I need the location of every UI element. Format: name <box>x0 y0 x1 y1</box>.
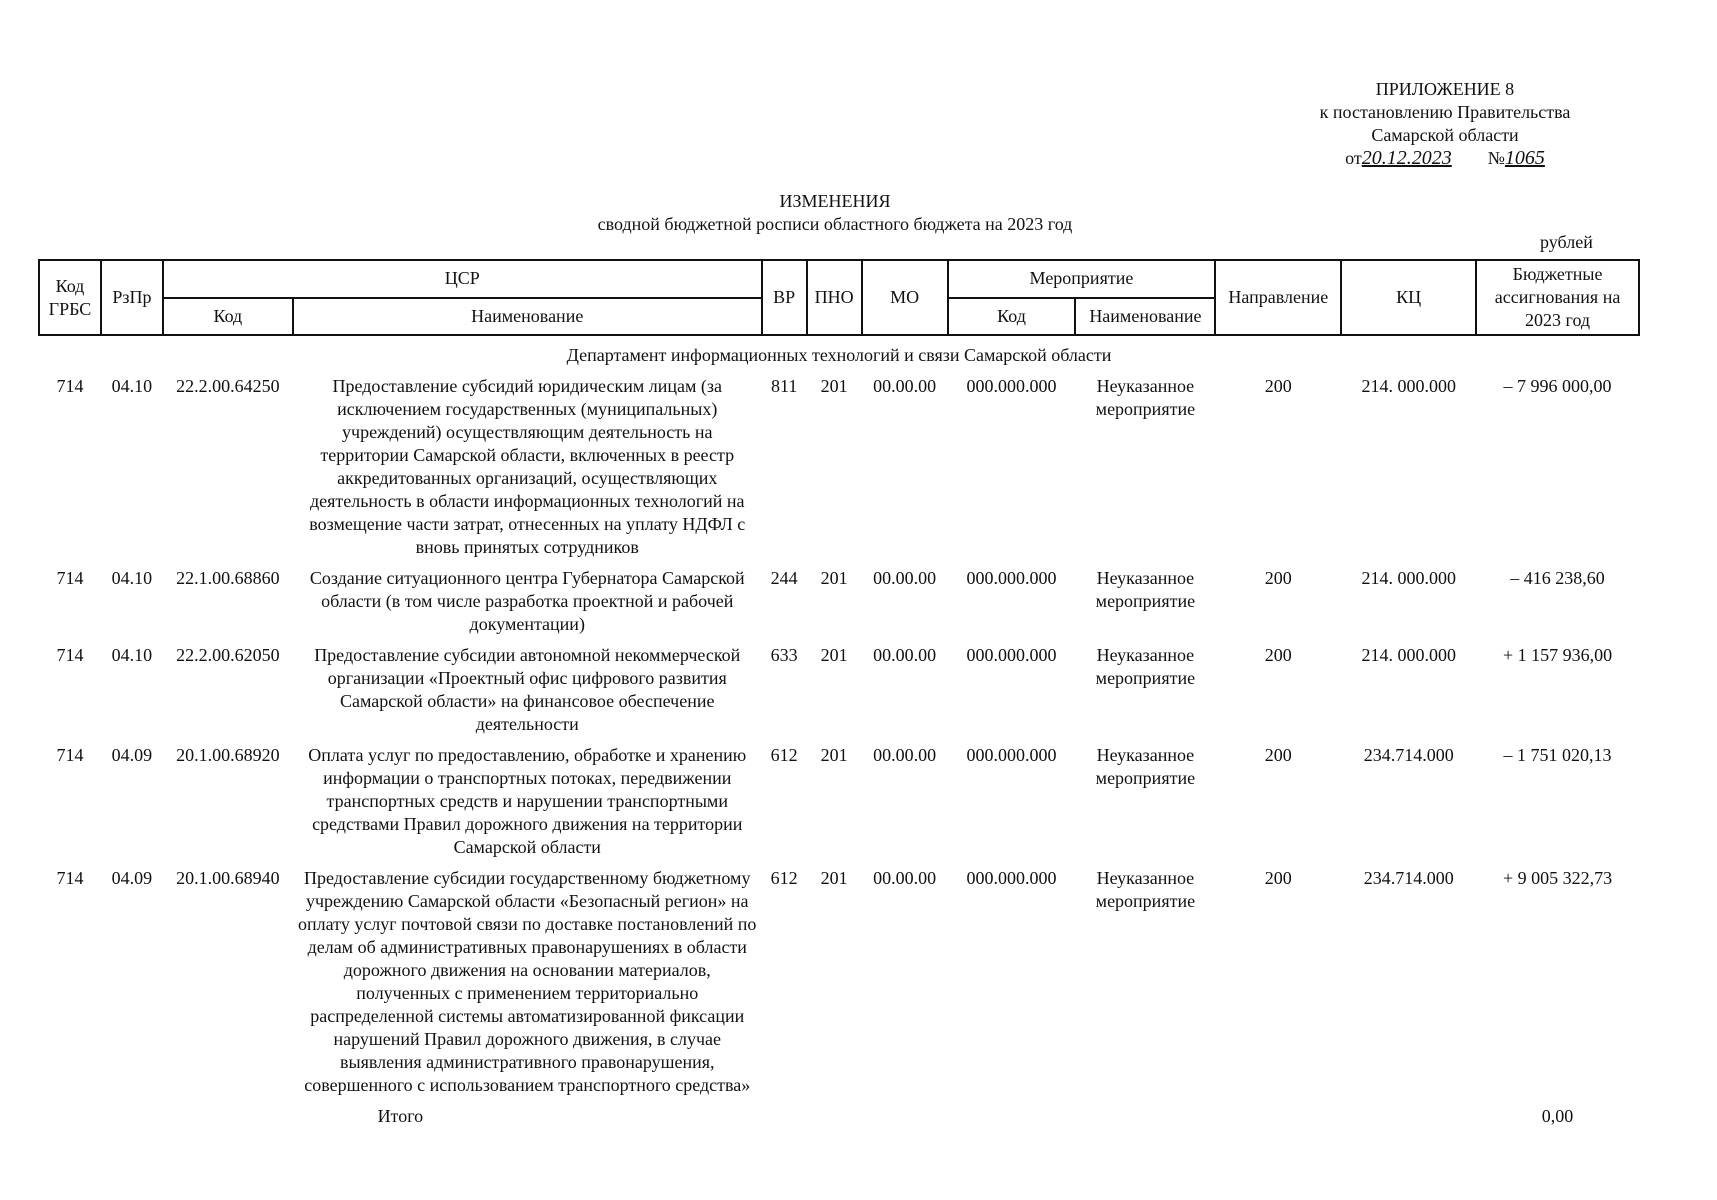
cell-rzpr: 04.09 <box>111 868 153 888</box>
cell-event-name: Неуказанное мероприятие <box>1095 376 1196 419</box>
table-row <box>39 559 1639 636</box>
cell-rzpr: 04.09 <box>111 745 153 765</box>
header-kc: КЦ <box>1341 260 1476 335</box>
header-mo: МО <box>862 260 948 335</box>
cell-vr: 244 <box>770 568 798 588</box>
cell-grbs: 714 <box>56 745 84 765</box>
cell-name: Предоставление субсидии автономной некоммерческой организации «Проектный офис цифрового развития Самарской области» на финансовое обеспечение деятельности <box>314 645 741 734</box>
header-direction: Направление <box>1215 260 1341 335</box>
total-label: Итого <box>377 1106 424 1126</box>
cell-mo: 00.00.00 <box>873 868 937 888</box>
header-csr: ЦСР <box>163 260 762 298</box>
cell-amount: + 1 157 936,00 <box>1502 645 1613 665</box>
header-event-code: Код <box>948 298 1076 336</box>
cell-amount: – 7 996 000,00 <box>1503 376 1612 396</box>
table-row <box>39 367 1639 559</box>
cell-grbs: 714 <box>56 645 84 665</box>
appendix-block <box>1280 78 1610 170</box>
cell-mo: 00.00.00 <box>873 376 937 396</box>
cell-mo: 00.00.00 <box>873 645 937 665</box>
appendix-title: ПРИЛОЖЕНИЕ 8 <box>1375 79 1515 99</box>
header-event-name: Наименование <box>1075 298 1215 336</box>
cell-amount: – 416 238,60 <box>1510 568 1605 588</box>
cell-name: Предоставление субсидий юридическим лицам (за исключением государственных (муниципальных) учреждений) осуществляющим деятельность на территории Самарской области, включенных в реестр аккредитованных организаций, осуществляющих деятельность в области информационных технологий на возмещение части затрат, отнесенных на уплату НДФЛ с вновь принятых сотрудников <box>309 376 746 557</box>
cell-code: 20.1.00.68920 <box>176 745 280 765</box>
appendix-date-line <box>1280 147 1610 170</box>
cell-name: Предоставление субсидии государственному бюджетному учреждению Самарской области «Безопасный регион» на оплату услуг почтовой связи по доставке постановлений по делам об административных правонарушениях в области дорожного движения на основании материалов, полученных с применением территориально распределенной системы автоматизированной фиксации нарушений Правил дорожного движения, в случае выявления административного правонарушения, совершенного с использованием транспортного средства» <box>298 868 757 1095</box>
header-csr-code: Код <box>163 298 293 336</box>
cell-direction: 200 <box>1264 868 1292 888</box>
cell-pno: 201 <box>820 745 848 765</box>
cell-direction: 200 <box>1264 745 1292 765</box>
header-event: Мероприятие <box>948 260 1216 298</box>
cell-name: Оплата услуг по предоставлению, обработке и хранению информации о транспортных потоках, передвижении транспортных средств и нарушении транспортными средствами Правил дорожного движения на территории Самарской области <box>308 745 747 857</box>
appendix-line1: к постановлению Правительства <box>1319 102 1571 122</box>
cell-mo: 00.00.00 <box>873 568 937 588</box>
cell-grbs: 714 <box>56 376 84 396</box>
cell-amount: – 1 751 020,13 <box>1503 745 1612 765</box>
header-budget: Бюджетные ассигнования на 2023 год <box>1476 260 1639 335</box>
cell-pno: 201 <box>820 868 848 888</box>
cell-event-code: 000.000.000 <box>966 568 1057 588</box>
header-rzpr: РзПр <box>101 260 163 335</box>
appendix-line2: Самарской области <box>1371 125 1519 145</box>
cell-rzpr: 04.10 <box>111 376 153 396</box>
document-title: ИЗМЕНЕНИЯ <box>779 191 891 211</box>
cell-rzpr: 04.10 <box>111 645 153 665</box>
cell-code: 22.2.00.64250 <box>176 376 280 396</box>
cell-code: 22.2.00.62050 <box>176 645 280 665</box>
cell-direction: 200 <box>1264 645 1292 665</box>
document-subtitle: сводной бюджетной росписи областного бюджета на 2023 год <box>597 214 1073 234</box>
cell-code: 22.1.00.68860 <box>176 568 280 588</box>
cell-vr: 612 <box>770 868 798 888</box>
cell-code: 20.1.00.68940 <box>176 868 280 888</box>
cell-mo: 00.00.00 <box>873 745 937 765</box>
cell-grbs: 714 <box>56 568 84 588</box>
cell-direction: 200 <box>1264 376 1292 396</box>
budget-changes-table <box>38 259 1640 1128</box>
cell-kc: 234.714.000 <box>1363 745 1454 765</box>
cell-direction: 200 <box>1264 568 1292 588</box>
cell-event-code: 000.000.000 <box>966 376 1057 396</box>
cell-event-name: Неуказанное мероприятие <box>1095 645 1196 688</box>
cell-pno: 201 <box>820 376 848 396</box>
cell-kc: 214. 000.000 <box>1361 645 1456 665</box>
cell-event-code: 000.000.000 <box>966 745 1057 765</box>
cell-vr: 811 <box>770 376 798 396</box>
header-grbs: Код ГРБС <box>39 260 101 335</box>
header-csr-name: Наименование <box>293 298 762 336</box>
cell-vr: 612 <box>770 745 798 765</box>
cell-pno: 201 <box>820 645 848 665</box>
document-title-block <box>400 190 1270 236</box>
total-spacer <box>762 1097 1476 1128</box>
cell-kc: 214. 000.000 <box>1361 376 1456 396</box>
handwritten-date: 20.12.2023 <box>1361 147 1452 169</box>
table-row <box>39 859 1639 1097</box>
department-row <box>39 335 1639 367</box>
cell-kc: 214. 000.000 <box>1361 568 1456 588</box>
table-row <box>39 736 1639 859</box>
cell-grbs: 714 <box>56 868 84 888</box>
table-row <box>39 636 1639 736</box>
cell-amount: + 9 005 322,73 <box>1502 868 1613 888</box>
cell-event-name: Неуказанное мероприятие <box>1095 568 1196 611</box>
cell-vr: 633 <box>770 645 798 665</box>
total-amount: 0,00 <box>1541 1106 1574 1126</box>
header-pno: ПНО <box>807 260 862 335</box>
department-name: Департамент информационных технологий и связи Самарской области <box>566 345 1112 365</box>
cell-event-name: Неуказанное мероприятие <box>1095 745 1196 788</box>
number-prefix: № <box>1487 148 1505 168</box>
cell-name: Создание ситуационного центра Губернатора Самарской области (в том числе разработка проектной и рабочей документации) <box>309 568 745 634</box>
header-vr: ВР <box>762 260 807 335</box>
units-label: рублей <box>1540 232 1593 252</box>
handwritten-number: 1065 <box>1504 147 1545 169</box>
cell-event-code: 000.000.000 <box>966 868 1057 888</box>
cell-pno: 201 <box>820 568 848 588</box>
total-row <box>39 1097 1639 1128</box>
cell-kc: 234.714.000 <box>1363 868 1454 888</box>
cell-rzpr: 04.10 <box>111 568 153 588</box>
cell-event-code: 000.000.000 <box>966 645 1057 665</box>
date-prefix: от <box>1345 148 1362 168</box>
cell-event-name: Неуказанное мероприятие <box>1095 868 1196 911</box>
